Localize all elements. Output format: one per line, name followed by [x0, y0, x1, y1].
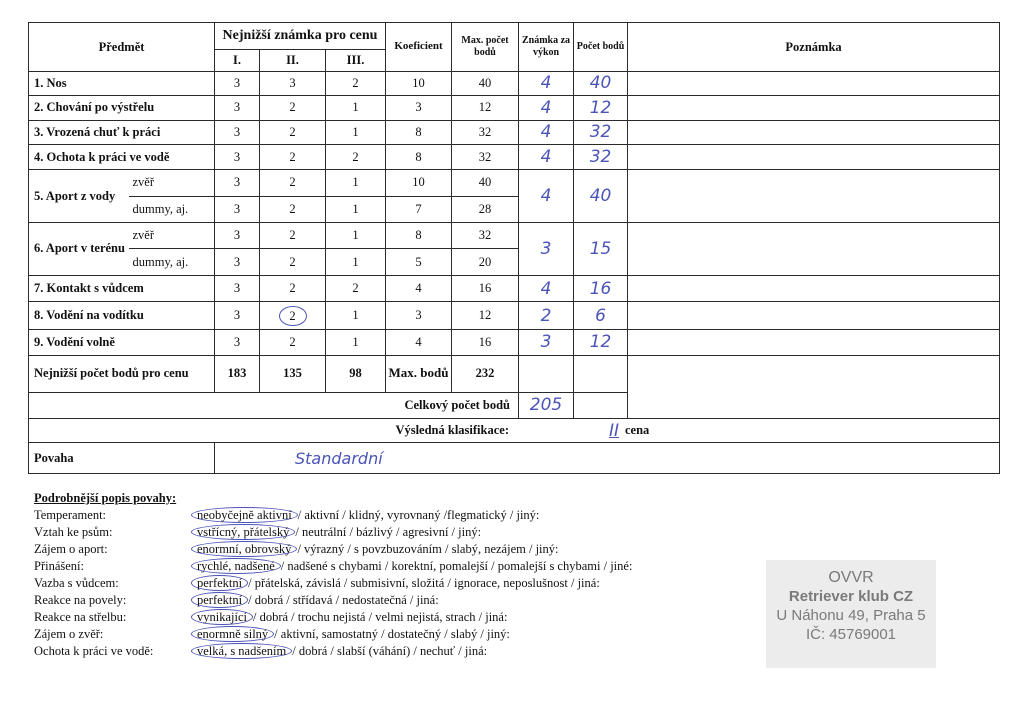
- grade-2: 2: [260, 120, 326, 144]
- note-cell: [628, 96, 1000, 120]
- grade-2: 2: [260, 96, 326, 120]
- grade-3: 1: [326, 329, 386, 355]
- handwritten-points: 40: [574, 71, 628, 95]
- grade-1: 3: [215, 196, 260, 222]
- coefficient: 3: [386, 302, 452, 329]
- selected-option: perfektní: [191, 575, 248, 591]
- coefficient: 8: [386, 144, 452, 169]
- note-cell: [628, 120, 1000, 144]
- temperament-row: [29, 443, 1000, 474]
- header-max-points: Max. počet bodů: [452, 23, 519, 72]
- note-cell: [628, 275, 1000, 301]
- list-item: Reakce na střelbu: vynikající / dobrá / trochu nejistá / velmi nejistá, strach / jiná:: [34, 610, 508, 624]
- grade-3: 1: [326, 96, 386, 120]
- stamp-line-3: U Náhonu 49, Praha 5: [776, 607, 926, 624]
- row-label: 3. Vrozená chuť k práci: [29, 120, 215, 144]
- coefficient: 3: [386, 96, 452, 120]
- handwritten-grade: 4: [519, 120, 574, 144]
- note-cell: [628, 223, 1000, 276]
- grade-2: 3: [260, 71, 326, 95]
- row-sublabel: dummy, aj.: [129, 249, 215, 275]
- grade-3: 2: [326, 275, 386, 301]
- temperament-description: [34, 490, 764, 660]
- row-label: 8. Vodění na vodítku: [29, 302, 215, 329]
- grade-1: 3: [215, 71, 260, 95]
- total-grade-2: 135: [260, 356, 326, 393]
- total-grade-3: 98: [326, 356, 386, 393]
- header-coefficient: Koeficient: [386, 23, 452, 72]
- grade-2-circled: [260, 302, 326, 329]
- overall-total-row: [29, 392, 1000, 418]
- grade-3: 1: [326, 302, 386, 329]
- handwritten-grade: 4: [519, 275, 574, 301]
- classification-cell: [29, 419, 1000, 443]
- grade-1: 3: [215, 144, 260, 169]
- row-label: 4. Ochota k práci ve vodě: [29, 144, 215, 169]
- list-item: Vztah ke psům: vstřícný, přátelský / neutrální / bázlivý / agresivní / jiný:: [34, 525, 482, 539]
- stamp-line-2: Retriever klub CZ: [788, 588, 914, 605]
- handwritten-points: 12: [574, 329, 628, 355]
- max-points: 12: [452, 302, 519, 329]
- handwritten-grade: 4: [519, 96, 574, 120]
- overall-total-label: Celkový počet bodů: [29, 392, 519, 418]
- row-label: 2. Chování po výstřelu: [29, 96, 215, 120]
- coefficient: 4: [386, 275, 452, 301]
- handwritten-points: 32: [574, 144, 628, 169]
- handwritten-points: 12: [574, 96, 628, 120]
- max-points: 40: [452, 71, 519, 95]
- list-item: Zájem o aport: enormní, obrovský / výrazný / s povzbuzováním / slabý, nezájem / jiný:: [34, 542, 559, 556]
- grade-3: 1: [326, 170, 386, 196]
- max-points: 40: [452, 170, 519, 196]
- note-cell: [628, 329, 1000, 355]
- selected-option: vstřícný, přátelský: [191, 524, 295, 540]
- table-row: [29, 302, 1000, 329]
- max-points: 32: [452, 144, 519, 169]
- row-sublabel: zvěř: [129, 170, 215, 196]
- score-table: [28, 22, 1000, 474]
- grade-3: 2: [326, 144, 386, 169]
- table-row: [29, 275, 1000, 301]
- row-sublabel: dummy, aj.: [129, 196, 215, 222]
- coefficient: 8: [386, 120, 452, 144]
- header-grade-1: I.: [215, 50, 260, 71]
- classification-value: II: [608, 420, 619, 441]
- handwritten-points: 6: [574, 302, 628, 329]
- stamp-line-1: OVVR: [828, 569, 874, 586]
- grade-3: 2: [326, 71, 386, 95]
- table-row: [29, 329, 1000, 355]
- grade-2: 2: [260, 329, 326, 355]
- grade-2: 2: [260, 144, 326, 169]
- grade-3: 1: [326, 223, 386, 249]
- list-item: Reakce na povely: perfektní / dobrá / střídavá / nedostatečná / jiná:: [34, 593, 439, 607]
- max-points: 32: [452, 120, 519, 144]
- row-sublabel: zvěř: [129, 223, 215, 249]
- grade-1: 3: [215, 223, 260, 249]
- total-grade-1: 183: [215, 356, 260, 393]
- selected-option: velká, s nadšením: [191, 643, 292, 659]
- table-row: [29, 223, 1000, 249]
- max-points: 12: [452, 96, 519, 120]
- max-points: 16: [452, 329, 519, 355]
- handwritten-points: 40: [574, 170, 628, 223]
- note-cell: [628, 170, 1000, 223]
- row-label: 9. Vodění volně: [29, 329, 215, 355]
- grade-1: 3: [215, 329, 260, 355]
- grade-2: 2: [260, 170, 326, 196]
- handwritten-grade: 3: [519, 329, 574, 355]
- header-grade-performance: Známka za výkon: [519, 23, 574, 72]
- grade-1: 3: [215, 96, 260, 120]
- classification-row: [29, 419, 1000, 443]
- note-cell: [628, 356, 1000, 393]
- handwritten-points: 15: [574, 223, 628, 276]
- table-row: [29, 120, 1000, 144]
- max-points: 32: [452, 223, 519, 249]
- selected-option: enormní, obrovský: [191, 541, 297, 557]
- grade-2: 2: [260, 223, 326, 249]
- row-label: 6. Aport v terénu: [29, 223, 129, 276]
- empty-cell: [574, 356, 628, 393]
- overall-total-value: 205: [519, 392, 574, 418]
- empty-cell: [519, 356, 574, 393]
- list-item: Temperament: neobyčejně aktivní / aktivní / klidný, vyrovnaný /flegmatický / jiný:: [34, 508, 540, 522]
- list-item: Zájem o zvěř: enormně silný / aktivní, samostatný / dostatečný / slabý / jiný:: [34, 627, 510, 641]
- selected-option: vynikající: [191, 609, 253, 625]
- coefficient: 7: [386, 196, 452, 222]
- list-item: Ochota k práci ve vodě: velká, s nadšením / dobrá / slabší (váhání) / nechuť / jiná:: [34, 644, 488, 658]
- selected-option: enormně silný: [191, 626, 274, 642]
- row-label: 7. Kontakt s vůdcem: [29, 275, 215, 301]
- max-points: 28: [452, 196, 519, 222]
- selected-option: rychlé, nadšené: [191, 558, 281, 574]
- grade-1: 3: [215, 249, 260, 275]
- coefficient: 5: [386, 249, 452, 275]
- grade-1: 3: [215, 120, 260, 144]
- max-total-value: 232: [452, 356, 519, 393]
- header-lowest-grade: Nejnižší známka pro cenu: [215, 23, 386, 50]
- stamp-line-4: IČ: 45769001: [805, 626, 897, 643]
- coefficient: 10: [386, 170, 452, 196]
- grade-2: 2: [260, 275, 326, 301]
- max-total-label: Max. bodů: [386, 356, 452, 393]
- table-row: [29, 144, 1000, 169]
- header-points: Počet bodů: [574, 23, 628, 72]
- list-item: Přinášení: rychlé, nadšené / nadšené s chybami / korektní, pomalejší / pomalejší s chybami / jiné:: [34, 559, 633, 573]
- grade-3: 1: [326, 249, 386, 275]
- note-cell: [628, 71, 1000, 95]
- row-label: 5. Aport z vody: [29, 170, 129, 223]
- table-row: [29, 71, 1000, 95]
- grade-3: 1: [326, 120, 386, 144]
- grade-2: 2: [260, 196, 326, 222]
- handwritten-grade: 3: [519, 223, 574, 276]
- handwritten-grade: 4: [519, 170, 574, 223]
- circled-grade: 2: [279, 306, 307, 326]
- table-row: [29, 170, 1000, 196]
- grade-1: 3: [215, 275, 260, 301]
- classification-suffix: cena: [625, 423, 650, 438]
- header-grade-3: III.: [326, 50, 386, 71]
- handwritten-grade: 2: [519, 302, 574, 329]
- description-title: Podrobnější popis povahy:: [34, 491, 177, 505]
- list-item: Vazba s vůdcem: perfektní / přátelská, závislá / submisivní, složitá / ignorace, neposlušnost / jiná:: [34, 576, 600, 590]
- handwritten-points: 32: [574, 120, 628, 144]
- handwritten-points: 16: [574, 275, 628, 301]
- totals-row: [29, 356, 1000, 393]
- selected-option: perfektní: [191, 592, 248, 608]
- grade-1: 3: [215, 170, 260, 196]
- handwritten-grade: 4: [519, 71, 574, 95]
- empty-cell: [574, 392, 628, 418]
- classification-label: Výsledná klasifikace:: [395, 423, 509, 438]
- max-points: 20: [452, 249, 519, 275]
- temperament-value: Standardní: [215, 443, 1000, 474]
- note-cell: [628, 144, 1000, 169]
- grade-1: 3: [215, 302, 260, 329]
- totals-label: Nejnižší počet bodů pro cenu: [29, 356, 215, 393]
- note-cell: [628, 302, 1000, 329]
- empty-cell: [628, 392, 1000, 418]
- coefficient: 8: [386, 223, 452, 249]
- header-note: Poznámka: [628, 23, 1000, 72]
- club-stamp: [766, 560, 936, 668]
- header-grade-2: II.: [260, 50, 326, 71]
- handwritten-grade: 4: [519, 144, 574, 169]
- coefficient: 4: [386, 329, 452, 355]
- temperament-label: Povaha: [29, 443, 215, 474]
- coefficient: 10: [386, 71, 452, 95]
- max-points: 16: [452, 275, 519, 301]
- table-row: [29, 96, 1000, 120]
- grade-2: 2: [260, 249, 326, 275]
- grade-3: 1: [326, 196, 386, 222]
- selected-option: neobyčejně aktivní: [191, 507, 298, 523]
- header-subject: Předmět: [29, 23, 215, 72]
- row-label: 1. Nos: [29, 71, 215, 95]
